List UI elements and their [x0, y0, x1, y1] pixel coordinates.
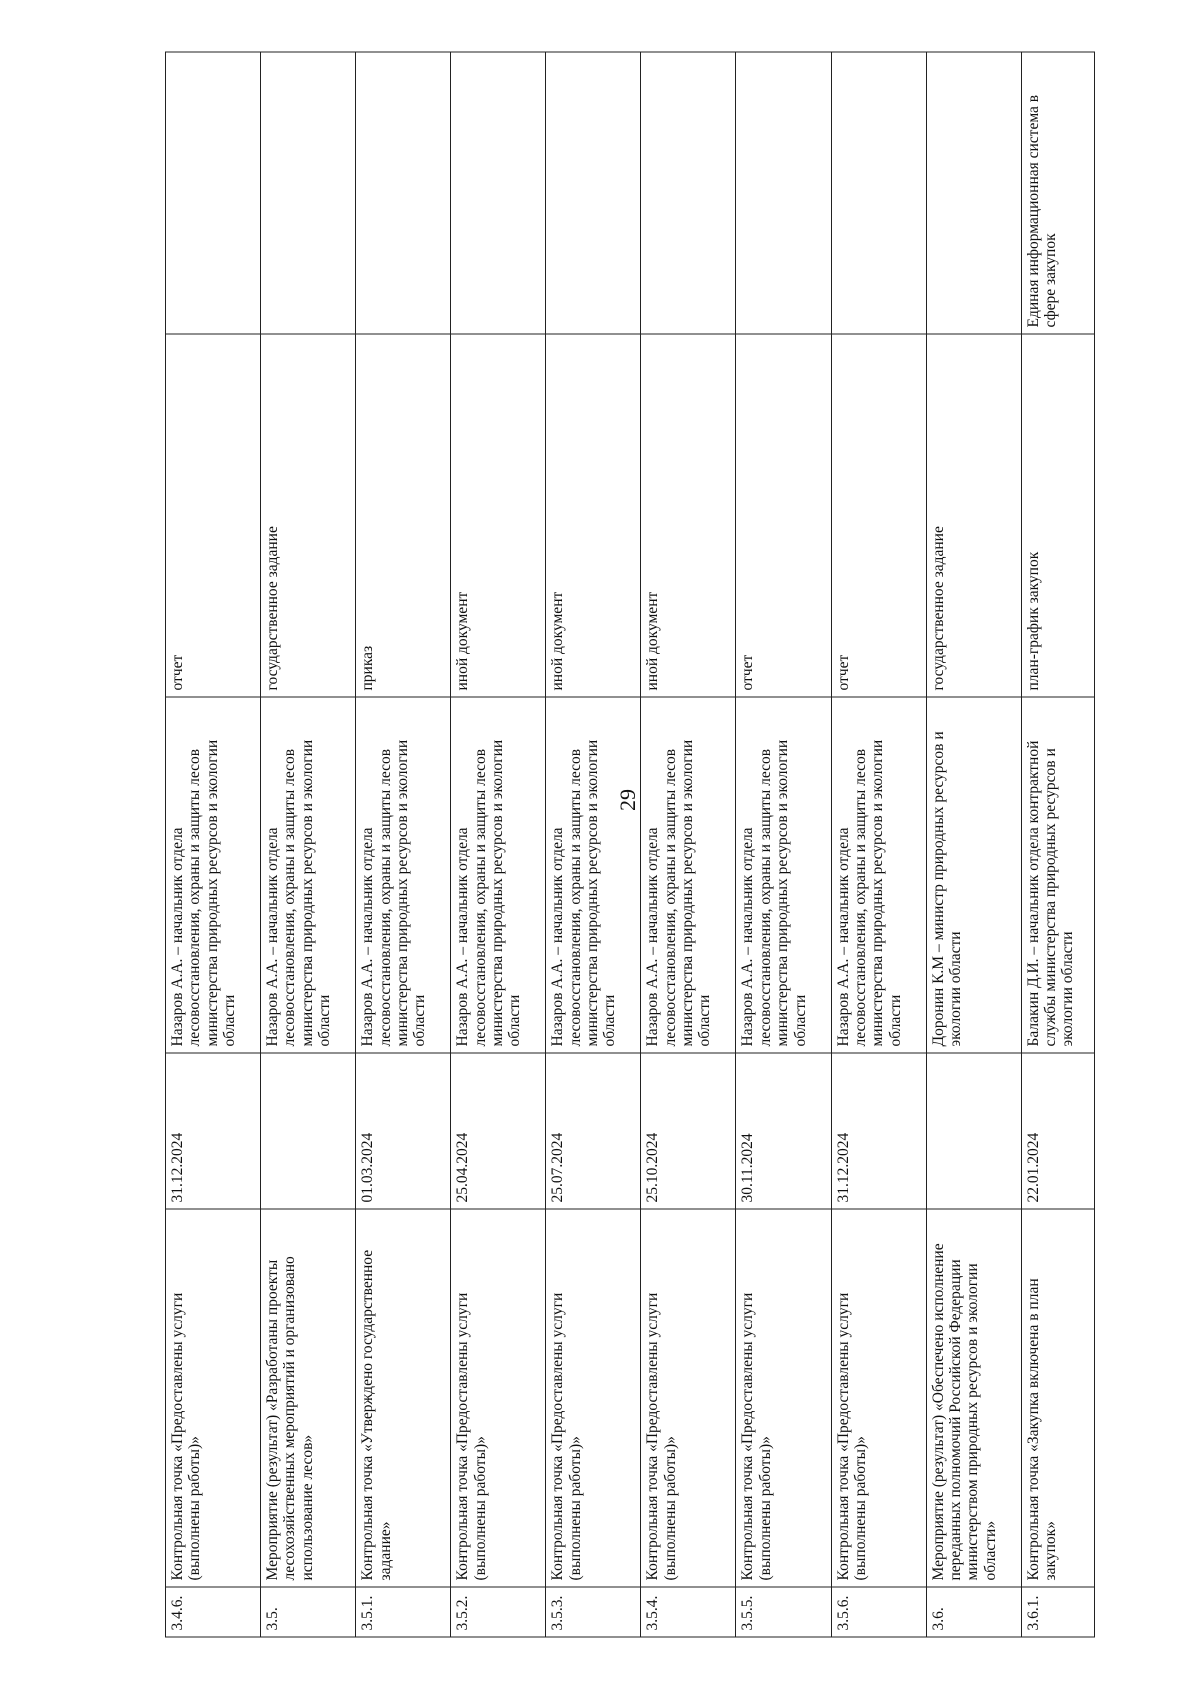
table-row [926, 52, 1021, 1637]
due-date-cell: 30.11.2024 [736, 1053, 831, 1209]
document-type-cell: государственное задание [261, 334, 356, 697]
table-row [166, 52, 261, 1637]
due-date-cell: 22.01.2024 [1021, 1053, 1094, 1209]
information-system-cell [736, 52, 831, 334]
responsible-cell: Балакин Д.И. – начальник отдела контрактной службы министерства природных ресурсов и экологии области [1021, 697, 1094, 1053]
table-row [641, 52, 736, 1637]
information-system-cell [926, 52, 1021, 334]
information-system-cell [166, 52, 261, 334]
responsible-cell: Назаров А.А. – начальник отдела лесовосстановления, охраны и защиты лесов министерства природных ресурсов и экологии области [831, 697, 926, 1053]
event-name-cell: Контрольная точка «Утверждено государственное задание» [356, 1209, 451, 1587]
due-date-cell: 25.10.2024 [641, 1053, 736, 1209]
responsible-cell: Назаров А.А. – начальник отдела лесовосстановления, охраны и защиты лесов министерства природных ресурсов и экологии области [736, 697, 831, 1053]
table-row [261, 52, 356, 1637]
document-type-cell: отчет [736, 334, 831, 697]
due-date-cell: 01.03.2024 [356, 1053, 451, 1209]
responsible-cell: Назаров А.А. – начальник отдела лесовосстановления, охраны и защиты лесов министерства природных ресурсов и экологии области [546, 697, 641, 1053]
event-name-cell: Контрольная точка «Закупка включена в план закупок» [1021, 1209, 1094, 1587]
row-number-cell: 3.5.6. [831, 1587, 926, 1637]
due-date-cell [261, 1053, 356, 1209]
event-name-cell: Мероприятие (результат) «Обеспечено исполнение переданных полномочий Российской Федерации министерством природных ресурсов и экологии области» [926, 1209, 1021, 1587]
information-system-cell [831, 52, 926, 334]
table-row [546, 52, 641, 1637]
information-system-cell [261, 52, 356, 334]
responsible-cell: Назаров А.А. – начальник отдела лесовосстановления, охраны и защиты лесов министерства природных ресурсов и экологии области [356, 697, 451, 1053]
table-row [1021, 52, 1094, 1637]
row-number-cell: 3.5.1. [356, 1587, 451, 1637]
due-date-cell [926, 1053, 1021, 1209]
table-row [451, 52, 546, 1637]
information-system-cell: Единая информационная система в сфере закупок [1021, 52, 1094, 334]
table-row [736, 52, 831, 1637]
responsible-cell: Назаров А.А. – начальник отдела лесовосстановления, охраны и защиты лесов министерства природных ресурсов и экологии области [261, 697, 356, 1053]
information-system-cell [356, 52, 451, 334]
document-type-cell: иной документ [451, 334, 546, 697]
document-type-cell: государственное задание [926, 334, 1021, 697]
event-name-cell: Контрольная точка «Предоставлены услуги (выполнены работы)» [546, 1209, 641, 1587]
event-name-cell: Контрольная точка «Предоставлены услуги (выполнены работы)» [831, 1209, 926, 1587]
document-type-cell: отчет [831, 334, 926, 697]
information-system-cell [641, 52, 736, 334]
row-number-cell: 3.5.5. [736, 1587, 831, 1637]
document-type-cell: приказ [356, 334, 451, 697]
due-date-cell: 25.07.2024 [546, 1053, 641, 1209]
plan-table-container [165, 53, 1095, 1638]
table-row [356, 52, 451, 1637]
row-number-cell: 3.5. [261, 1587, 356, 1637]
row-number-cell: 3.5.2. [451, 1587, 546, 1637]
row-number-cell: 3.5.3. [546, 1587, 641, 1637]
responsible-cell: Назаров А.А. – начальник отдела лесовосстановления, охраны и защиты лесов министерства природных ресурсов и экологии области [451, 697, 546, 1053]
page-number: 29 [615, 789, 640, 811]
responsible-cell: Назаров А.А. – начальник отдела лесовосстановления, охраны и защиты лесов министерства природных ресурсов и экологии области [641, 697, 736, 1053]
due-date-cell: 25.04.2024 [451, 1053, 546, 1209]
event-name-cell: Контрольная точка «Предоставлены услуги (выполнены работы)» [736, 1209, 831, 1587]
row-number-cell: 3.6. [926, 1587, 1021, 1637]
due-date-cell: 31.12.2024 [831, 1053, 926, 1209]
row-number-cell: 3.4.6. [166, 1587, 261, 1637]
document-type-cell: иной документ [546, 334, 641, 697]
row-number-cell: 3.5.4. [641, 1587, 736, 1637]
responsible-cell: Назаров А.А. – начальник отдела лесовосстановления, охраны и защиты лесов министерства природных ресурсов и экологии области [166, 697, 261, 1053]
information-system-cell [451, 52, 546, 334]
information-system-cell [546, 52, 641, 334]
table-row [831, 52, 926, 1637]
event-name-cell: Контрольная точка «Предоставлены услуги (выполнены работы)» [451, 1209, 546, 1587]
event-name-cell: Мероприятие (результат) «Разработаны проекты лесохозяйственных мероприятий и организовано использование лесов» [261, 1209, 356, 1587]
plan-table [165, 52, 1095, 1638]
document-type-cell: иной документ [641, 334, 736, 697]
event-name-cell: Контрольная точка «Предоставлены услуги (выполнены работы)» [641, 1209, 736, 1587]
document-type-cell: отчет [166, 334, 261, 697]
document-type-cell: план-график закупок [1021, 334, 1094, 697]
row-number-cell: 3.6.1. [1021, 1587, 1094, 1637]
responsible-cell: Доронин К.М – министр природных ресурсов и экологии области [926, 697, 1021, 1053]
event-name-cell: Контрольная точка «Предоставлены услуги (выполнены работы)» [166, 1209, 261, 1587]
due-date-cell: 31.12.2024 [166, 1053, 261, 1209]
